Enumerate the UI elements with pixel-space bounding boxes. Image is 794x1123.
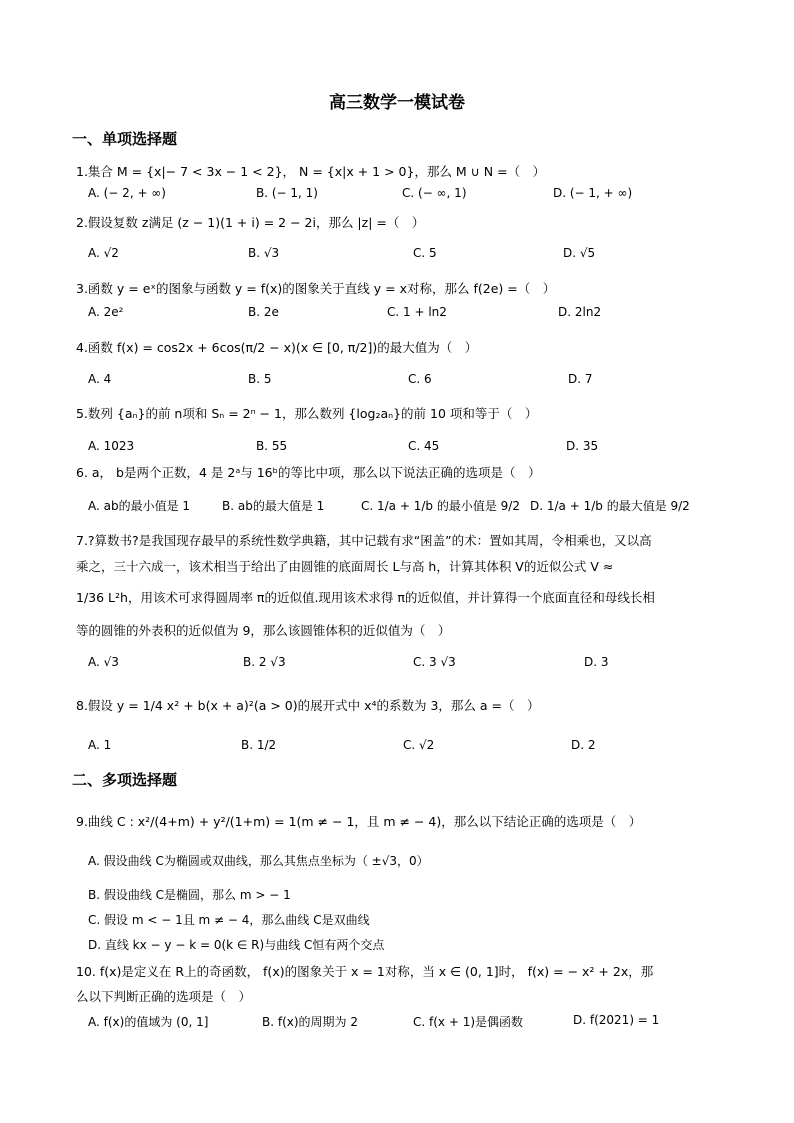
question-4: 4.函数 f(x) = cos2x + 6cos(π/2 − x)(x ∈ [0, π/2])的最大值为（ ） [76,340,478,355]
question-9: 9.曲线 C : x²/(4+m) + y²/(1+m) = 1(m ≠ − 1，且 m ≠ − 4)，那么以下结论正确的选项是（ ） [76,814,642,829]
q7-option-b: B. 2 √3 [243,655,286,669]
q6-option-d: D. 1/a + 1/b 的最大值是 9/2 [530,499,690,513]
question-2: 2.假设复数 z满足 (z − 1)(1 + i) = 2 − 2i，那么 |z| =（ ） [76,215,425,230]
q10-option-a: A. f(x)的值域为 (0, 1] [88,1015,209,1029]
q5-option-c: C. 45 [408,439,440,453]
q5-option-a: A. 1023 [88,439,135,453]
section-multiple-choice: 二、多项选择题 [72,771,178,789]
q2-option-d: D. √5 [563,246,596,260]
page-title: 高三数学一模试卷 [329,93,465,113]
question-7-line-1: 7.?算数书?是我国现存最早的系统性数学典籍，其中记载有求“囷盖”的术：置如其周，令相乘也，又以高 [76,533,652,548]
q4-option-d: D. 7 [568,372,593,386]
question-5: 5.数列 {aₙ}的前 n项和 Sₙ = 2ⁿ − 1，那么数列 {log₂aₙ}的前 10 项和等于（ ） [76,406,538,421]
question-7-line-2: 乘之，三十六成一，该术相当于给出了由圆锥的底面周长 L与高 h，计算其体积 V的近似公式 V ≈ [76,559,614,574]
question-10-line-2: 么以下判断正确的选项是（ ） [76,989,252,1004]
q7-option-c: C. 3 √3 [413,655,456,669]
q4-option-a: A. 4 [88,372,112,386]
q3-option-d: D. 2ln2 [558,305,602,319]
q5-option-d: D. 35 [566,439,599,453]
q6-option-c: C. 1/a + 1/b 的最小值是 9/2 [361,499,520,513]
question-6: 6. a， b是两个正数，4 是 2ᵃ与 16ᵇ的等比中项，那么以下说法正确的选项是（ ） [76,465,541,480]
q2-option-a: A. √2 [88,246,119,260]
q1-option-b: B. (− 1, 1) [256,186,318,200]
q9-option-a: A. 假设曲线 C为椭圆或双曲线，那么其焦点坐标为（ ±√3，0） [88,854,429,868]
question-3: 3.函数 y = eˣ的图象与函数 y = f(x)的图象关于直线 y = x对称，那么 f(2e) =（ ） [76,281,556,296]
q8-option-a: A. 1 [88,738,112,752]
q7-option-a: A. √3 [88,655,119,669]
q4-option-b: B. 5 [248,372,272,386]
question-7-line-4: 等的圆锥的外表积的近似值为 9，那么该圆锥体积的近似值为（ ） [76,623,451,638]
q10-option-d: D. f(2021) = 1 [573,1013,660,1027]
q1-option-d: D. (− 1, + ∞) [553,186,633,200]
question-10-line-1: 10. f(x)是定义在 R上的奇函数， f(x)的图象关于 x = 1对称，当 x ∈ (0, 1]时， f(x) = − x² + 2x，那 [76,964,654,979]
q9-option-d: D. 直线 kx − y − k = 0(k ∈ R)与曲线 C恒有两个交点 [88,938,385,952]
q2-option-c: C. 5 [413,246,437,260]
question-7-line-3: 1/36 L²h，用该术可求得圆周率 π的近似值.现用该术求得 π的近似值，并计算得一个底面直径和母线长相 [76,590,655,605]
q8-option-c: C. √2 [403,738,435,752]
q7-option-d: D. 3 [584,655,609,669]
q3-option-a: A. 2e² [88,305,124,319]
q10-option-c: C. f(x + 1)是偶函数 [413,1015,524,1029]
q6-option-b: B. ab的最大值是 1 [222,499,325,513]
q1-option-a: A. (− 2, + ∞) [88,186,166,200]
q6-option-a: A. ab的最小值是 1 [88,499,191,513]
q1-option-c: C. (− ∞, 1) [402,186,467,200]
q8-option-d: D. 2 [571,738,596,752]
q4-option-c: C. 6 [408,372,432,386]
q9-option-c: C. 假设 m < − 1且 m ≠ − 4，那么曲线 C是双曲线 [88,913,370,927]
q9-option-b: B. 假设曲线 C是椭圆，那么 m > − 1 [88,888,291,902]
section-single-choice: 一、单项选择题 [72,130,178,148]
q10-option-b: B. f(x)的周期为 2 [262,1015,359,1029]
q3-option-b: B. 2e [248,305,279,319]
question-8: 8.假设 y = 1/4 x² + b(x + a)²(a > 0)的展开式中 x⁴的系数为 3，那么 a =（ ） [76,698,540,713]
question-1: 1.集合 M = {x|− 7 < 3x − 1 < 2}， N = {x|x + 1 > 0}，那么 M ∪ N =（ ） [76,164,546,179]
q3-option-c: C. 1 + ln2 [387,305,447,319]
q2-option-b: B. √3 [248,246,280,260]
q5-option-b: B. 55 [256,439,288,453]
q8-option-b: B. 1/2 [241,738,277,752]
